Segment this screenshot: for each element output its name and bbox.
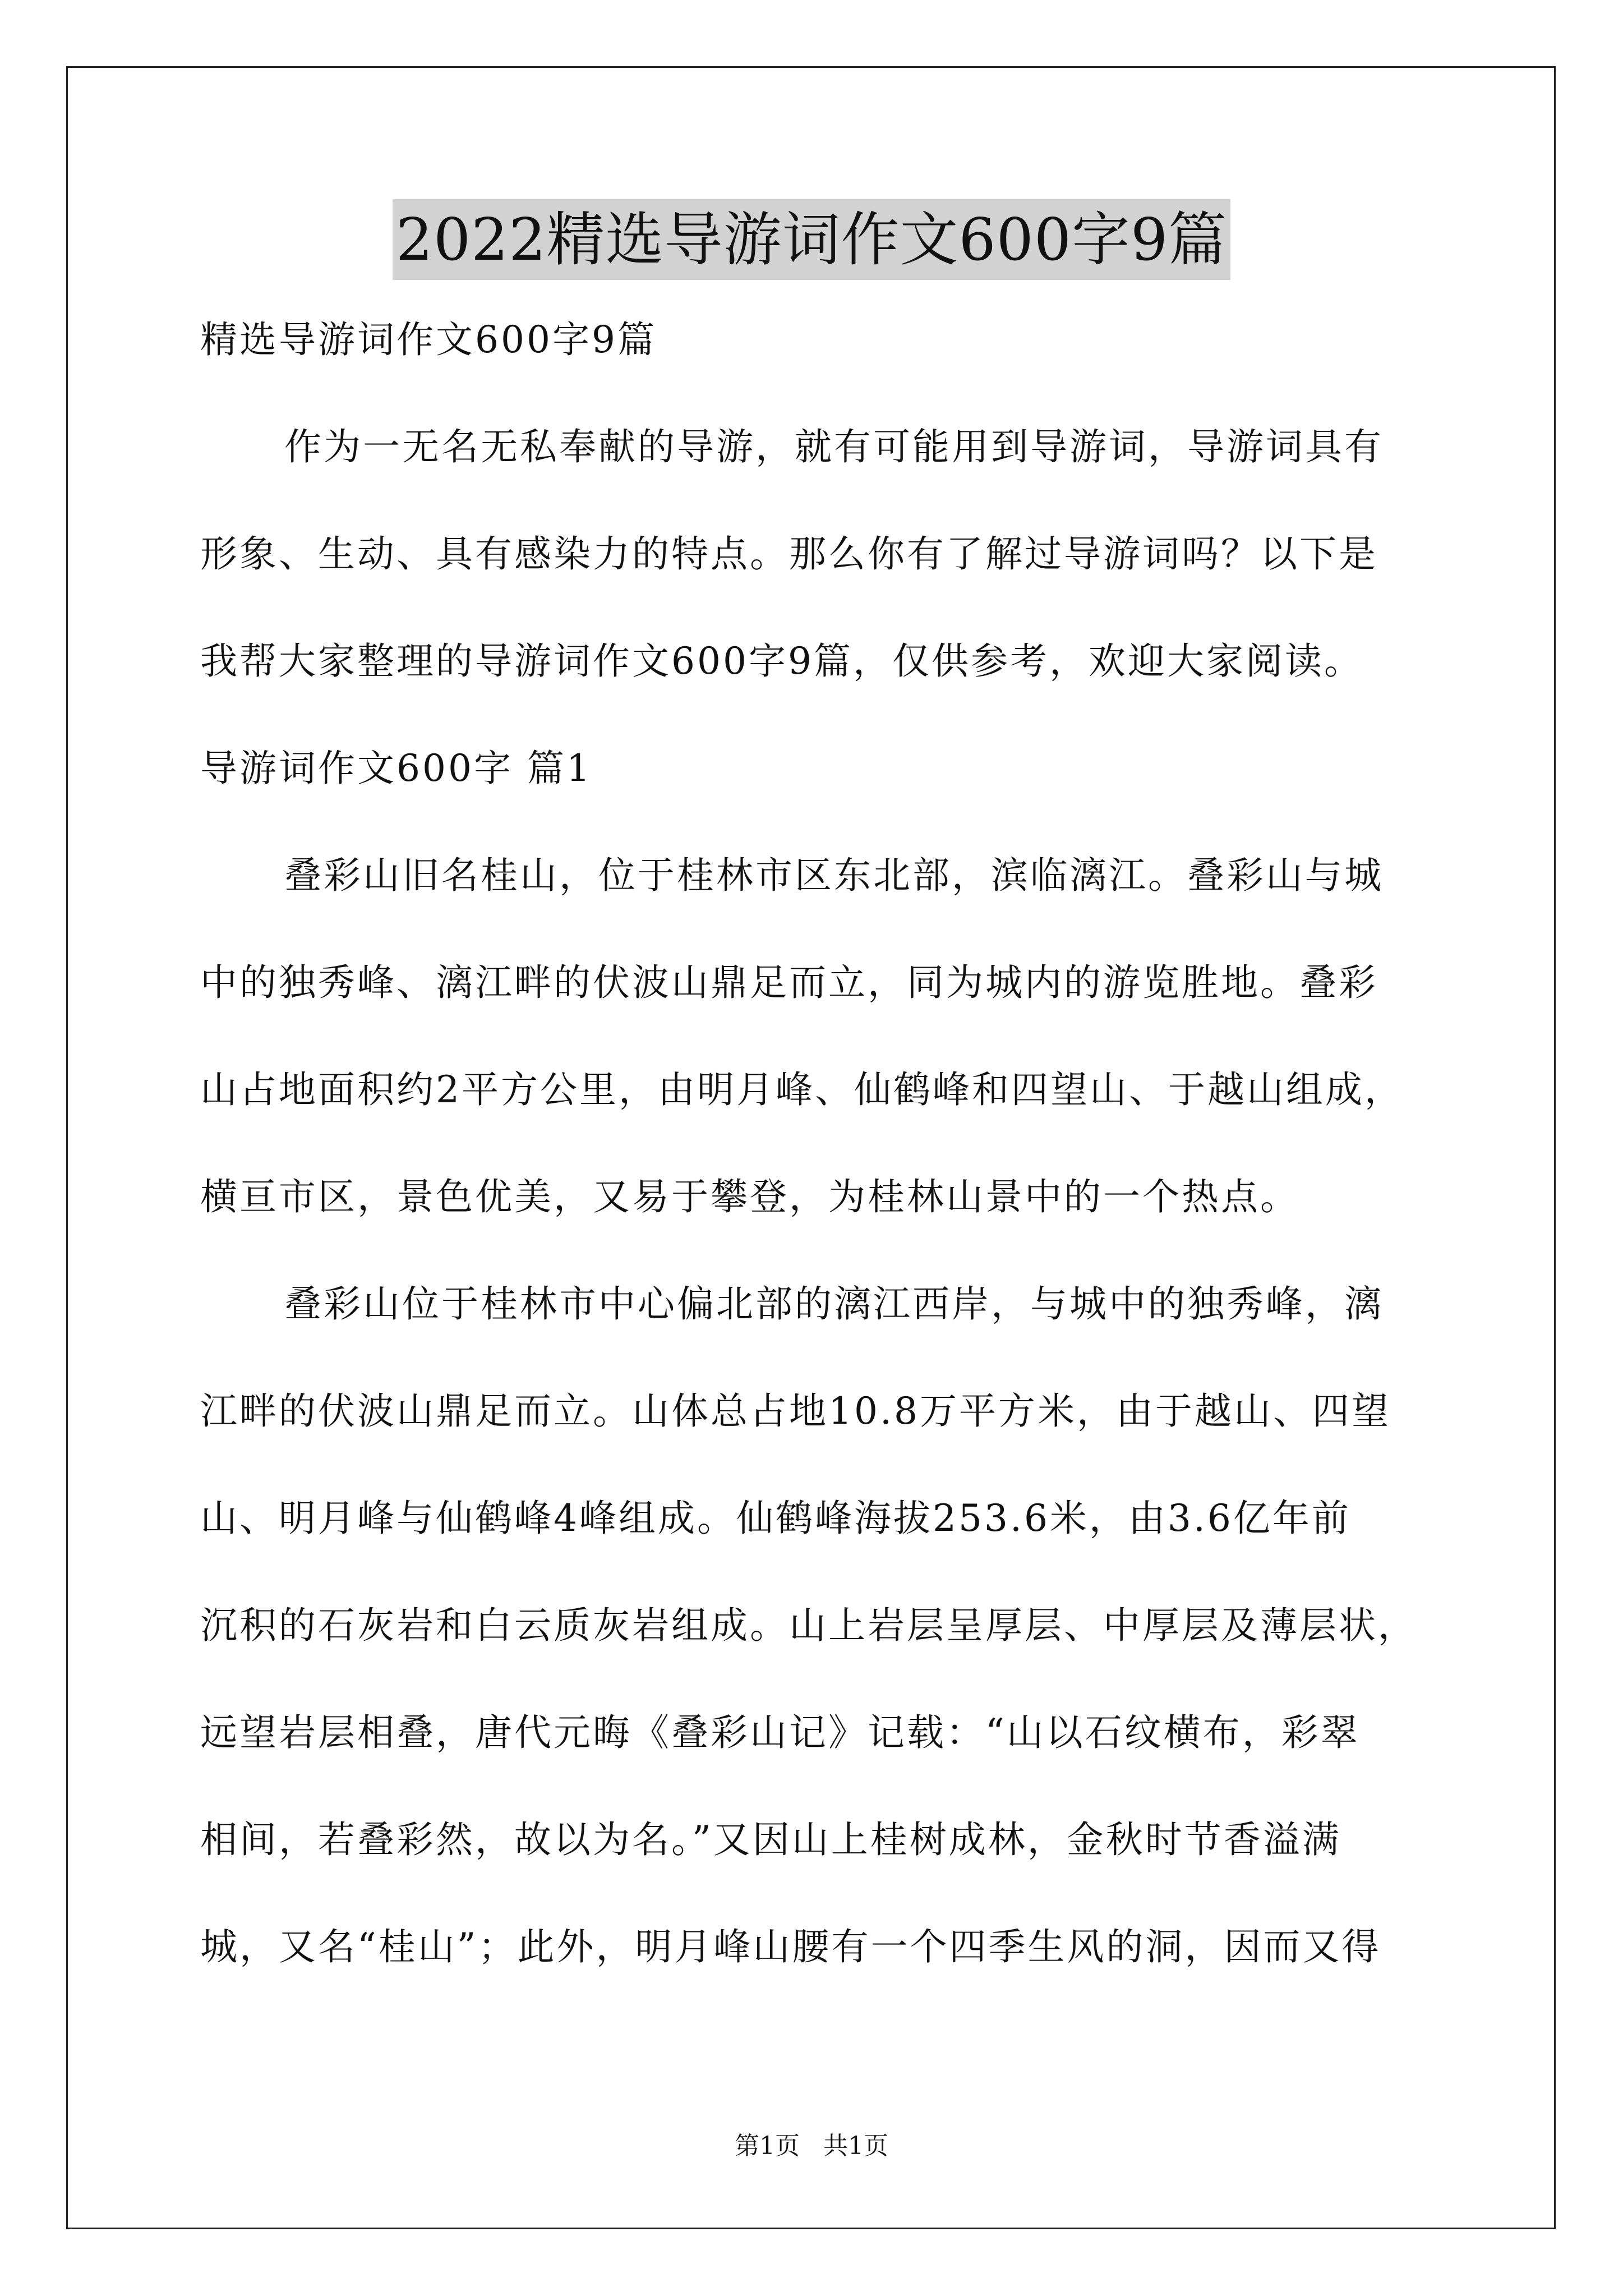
text-line: 精选导游词作文600字9篇 [200, 318, 657, 361]
text-line: 沉积的石灰岩和白云质灰岩组成。山上岩层呈厚层、中厚层及薄层状， [200, 1604, 1417, 1647]
text-line: 城，又名“桂山”；此外，明月峰山腰有一个四季生风的洞，因而又得 [200, 1925, 1381, 1968]
text-line: 相间，若叠彩然，故以为名。”又因山上桂树成林，金秋时节香溢满 [200, 1818, 1341, 1861]
text-line: 叠彩山旧名桂山，位于桂林市区东北部，滨临漓江。叠彩山与城 [284, 854, 1384, 897]
text-line: 山、明月峰与仙鹤峰4峰组成。仙鹤峰海拔253.6米，由3.6亿年前 [200, 1497, 1351, 1540]
text-line: 远望岩层相叠，唐代元晦《叠彩山记》记载：“山以石纹横布，彩翠 [200, 1711, 1360, 1754]
text-line: 中的独秀峰、漓江畔的伏波山鼎足而立，同为城内的游览胜地。叠彩 [200, 961, 1378, 1004]
title-container [0, 199, 1623, 280]
document-title: 2022精选导游词作文600字9篇 [393, 199, 1230, 280]
text-line: 横亘市区，景色优美，又易于攀登，为桂林山景中的一个热点。 [200, 1175, 1299, 1218]
text-line: 形象、生动、具有感染力的特点。那么你有了解过导游词吗？以下是 [200, 532, 1378, 576]
page-footer: 第1页 共1页 [735, 2132, 888, 2160]
document-body [200, 307, 1440, 2022]
text-line: 江畔的伏波山鼎足而立。山体总占地10.8万平方米，由于越山、四望 [200, 1389, 1391, 1433]
text-line: 作为一无名无私奉献的导游，就有可能用到导游词，导游词具有 [284, 425, 1384, 468]
text-line: 导游词作文600字 篇1 [200, 747, 592, 790]
text-line: 我帮大家整理的导游词作文600字9篇，仅供参考，欢迎大家阅读。 [200, 639, 1363, 683]
text-line: 叠彩山位于桂林市中心偏北部的漓江西岸，与城中的独秀峰，漓 [284, 1282, 1384, 1326]
text-line: 山占地面积约2平方公里，由明月峰、仙鹤峰和四望山、于越山组成， [200, 1068, 1404, 1111]
